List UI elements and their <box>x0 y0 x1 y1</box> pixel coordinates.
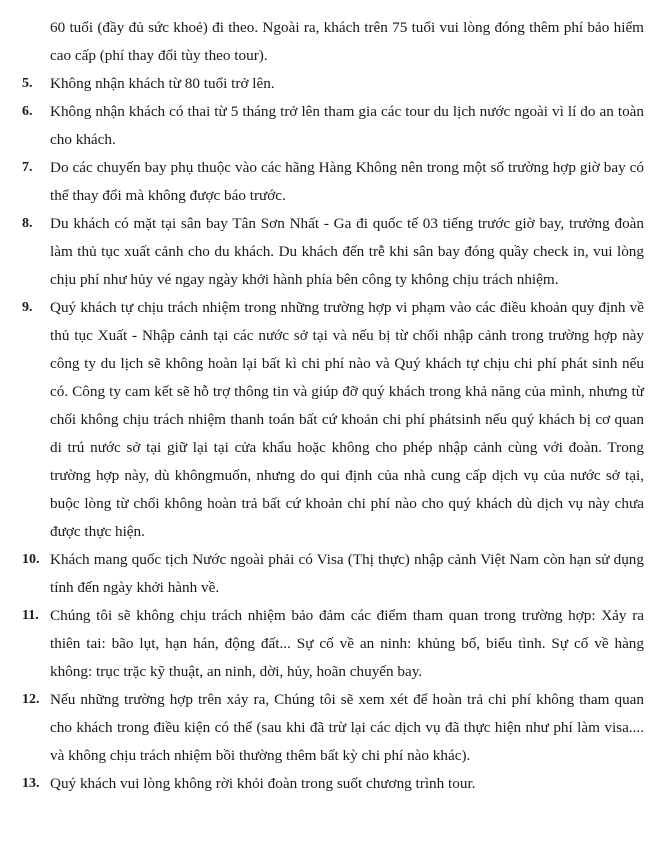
list-item-text: Chúng tôi sẽ không chịu trách nhiệm bảo đảm các điểm tham quan trong trường hợp: Xảy ra thiên tai: bão lụt, hạn hán, động đất... Sự cố về an ninh: khủng bố, biểu tình. Sự cố về hàng không: trục trặc kỹ thuật, an ninh, dời, hủy, hoãn chuyến bay. <box>50 607 644 680</box>
list-item-text: Không nhận khách có thai từ 5 tháng trở lên tham gia các tour du lịch nước ngoài vì lí do an toàn cho khách. <box>50 103 644 148</box>
list-item-number: 6. <box>22 104 33 119</box>
list-item-text: Du khách có mặt tại sân bay Tân Sơn Nhất - Ga đi quốc tế 03 tiếng trước giờ bay, trưởng đoàn làm thủ tục xuất cảnh cho du khách. Du khách đến trễ khi sân bay đóng quầy check in, vui lòng chịu phí như hủy vé ngay ngày khởi hành phía bên công ty không chịu trách nhiệm. <box>50 215 644 288</box>
list-item-number: 7. <box>22 160 33 175</box>
list-item <box>0 770 644 798</box>
intro-paragraph: 60 tuổi (đầy đủ sức khoẻ) đi theo. Ngoài ra, khách trên 75 tuổi vui lòng đóng thêm phí bảo hiểm cao cấp (phí thay đổi tùy theo tour). <box>50 19 644 64</box>
list-item <box>0 546 644 602</box>
list-item <box>0 686 644 770</box>
list-item <box>0 154 644 210</box>
list-item-text: Quý khách vui lòng không rời khỏi đoàn trong suốt chương trình tour. <box>50 775 476 792</box>
list-item <box>0 294 644 546</box>
list-item-text: Do các chuyến bay phụ thuộc vào các hãng Hàng Không nên trong một số trường hợp giờ bay có thể thay đổi mà không được báo trước. <box>50 159 644 204</box>
list-item-text: Không nhận khách từ 80 tuổi trở lên. <box>50 75 275 92</box>
list-item-number: 10. <box>22 552 40 567</box>
list-item-number: 8. <box>22 216 33 231</box>
list-item-number: 11. <box>22 608 39 623</box>
list-item-number: 9. <box>22 300 33 315</box>
list-item-number: 13. <box>22 776 40 791</box>
list-item-number: 5. <box>22 76 33 91</box>
list-item-number: 12. <box>22 692 40 707</box>
list-item-text: Khách mang quốc tịch Nước ngoài phải có Visa (Thị thực) nhập cảnh Việt Nam còn hạn sử dụng tính đến ngày khởi hành về. <box>50 551 644 596</box>
list-item <box>0 210 644 294</box>
list-item <box>0 70 644 98</box>
list-item <box>0 98 644 154</box>
list-item <box>0 602 644 686</box>
list-item-text: Nếu những trường hợp trên xảy ra, Chúng tôi sẽ xem xét để hoàn trả chi phí không tham quan cho khách trong điều kiện có thể (sau khi đã trừ lại các dịch vụ đã thực hiện như phí làm visa.... và không chịu trách nhiệm bồi thường thêm bất kỳ chi phí nào khác). <box>50 691 644 764</box>
terms-list <box>0 70 669 798</box>
list-item-text: Quý khách tự chịu trách nhiệm trong những trường hợp vi phạm vào các điều khoản quy định về thủ tục Xuất - Nhập cảnh tại các nước sở tại và nếu bị từ chối nhập cảnh trong trường hợp này công ty du lịch sẽ không hoàn lại bất kì chi phí nào và Quý khách tự chịu chi phí phát sinh nếu có. Công ty cam kết sẽ hỗ trợ thông tin và giúp đỡ quý khách trong khả năng của mình, nhưng từ chối không chịu trách nhiệm thanh toán bất cứ khoản chi phí phátsinh nếu quý khách bị cơ quan di trú nước sở tại giữ lại tại cửa khẩu hoặc không cho phép nhập cảnh cùng với đoàn. Trong trường hợp này, dù khôngmuốn, nhưng do qui định của nhà cung cấp dịch vụ của nước sở tại, buộc lòng từ chối không hoàn trả bất cứ khoản chi phí nào cho quý khách dù dịch vụ này chưa được thực hiện. <box>50 299 644 540</box>
